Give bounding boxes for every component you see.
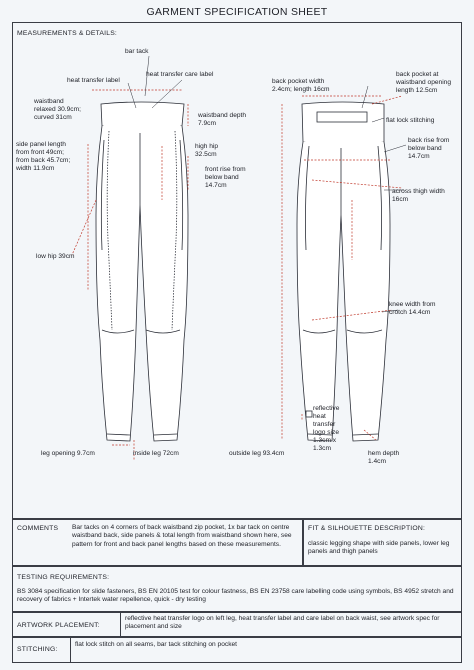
spec-sheet	[12, 0, 462, 666]
front-rise-label: front rise from below band 14.7cm	[205, 166, 246, 189]
side-panel-label: side panel length from front 49cm; from back 45.7cm; width 11.9cm	[16, 141, 71, 172]
low-hip-label: low hip 39cm	[36, 253, 75, 260]
hem-depth-label: hem depth 1.4cm	[368, 450, 400, 465]
flat-lock-label: flat lock stitching	[386, 117, 435, 124]
page-title: GARMENT SPECIFICATION SHEET	[146, 6, 328, 18]
reflective-logo-label: reflective heat transfer logo size 1.3cm x 1.3cm	[313, 405, 340, 452]
waistband-label: waistband relaxed 30.9cm; curved 31cm	[34, 98, 81, 121]
stitching-divider	[70, 637, 71, 663]
back-rise-label: back rise from below band 14.7cm	[408, 137, 450, 160]
front-legging-outline	[96, 102, 188, 441]
testing-header: TESTING REQUIREMENTS:	[17, 574, 110, 581]
stitching-text: flat lock stitch on all seams, bar tack stitching on pocket	[75, 641, 237, 648]
measurements-header: MEASUREMENTS & DETAILS:	[17, 30, 118, 37]
high-hip-label: high hip 32.5cm	[195, 143, 219, 158]
heat-transfer-care-label-label: heat transfer care label	[146, 71, 214, 78]
back-legging-outline	[297, 102, 390, 441]
across-thigh-label: across thigh width 16cm	[392, 188, 445, 203]
back-pocket-opening-label: back pocket at waistband opening length 12.5cm	[396, 71, 451, 94]
bar-tack-label: bar tack	[125, 48, 149, 55]
outside-leg-label: outside leg 93.4cm	[229, 450, 285, 457]
stitching-header: STITCHING:	[17, 646, 58, 653]
knee-width-label: knee width from crotch 14.4cm	[389, 301, 436, 316]
inside-leg-label: inside leg 72cm	[133, 450, 179, 457]
heat-transfer-label-label: heat transfer label	[67, 77, 120, 84]
artwork-text: reflective heat transfer logo on left leg, heat transfer label and care label on back waist, see artwork spec for placement and size	[125, 615, 440, 631]
artwork-header: ARTWORK PLACEMENT:	[17, 622, 100, 629]
fit-text: classic legging shape with side panels, lower leg panels and thigh panels	[308, 540, 450, 556]
testing-text: BS 3084 specification for slide fasteners, BS EN 20105 test for colour fastness, BS EN 23758 care labelling code using symbols, BS 4952 stretch and recovery of fabrics + Intertek water repellence, quick - dry testing	[17, 588, 454, 604]
fit-header: FIT & SILHOUETTE DESCRIPTION:	[308, 525, 426, 532]
back-pocket-width-label: back pocket width 2.4cm; length 16cm	[272, 78, 330, 93]
leg-opening-label: leg opening 9.7cm	[41, 450, 95, 457]
waistband-depth-label: waistband depth 7.9cm	[198, 112, 247, 127]
artwork-divider	[120, 612, 121, 637]
comments-text: Bar tacks on 4 corners of back waistband zip pocket, 1x bar tack on centre waistband back, side panels & total length from waistband shown here, see pattern for front and back panel lengths based on these measurements.	[72, 524, 292, 548]
comments-header: COMMENTS	[17, 525, 59, 532]
